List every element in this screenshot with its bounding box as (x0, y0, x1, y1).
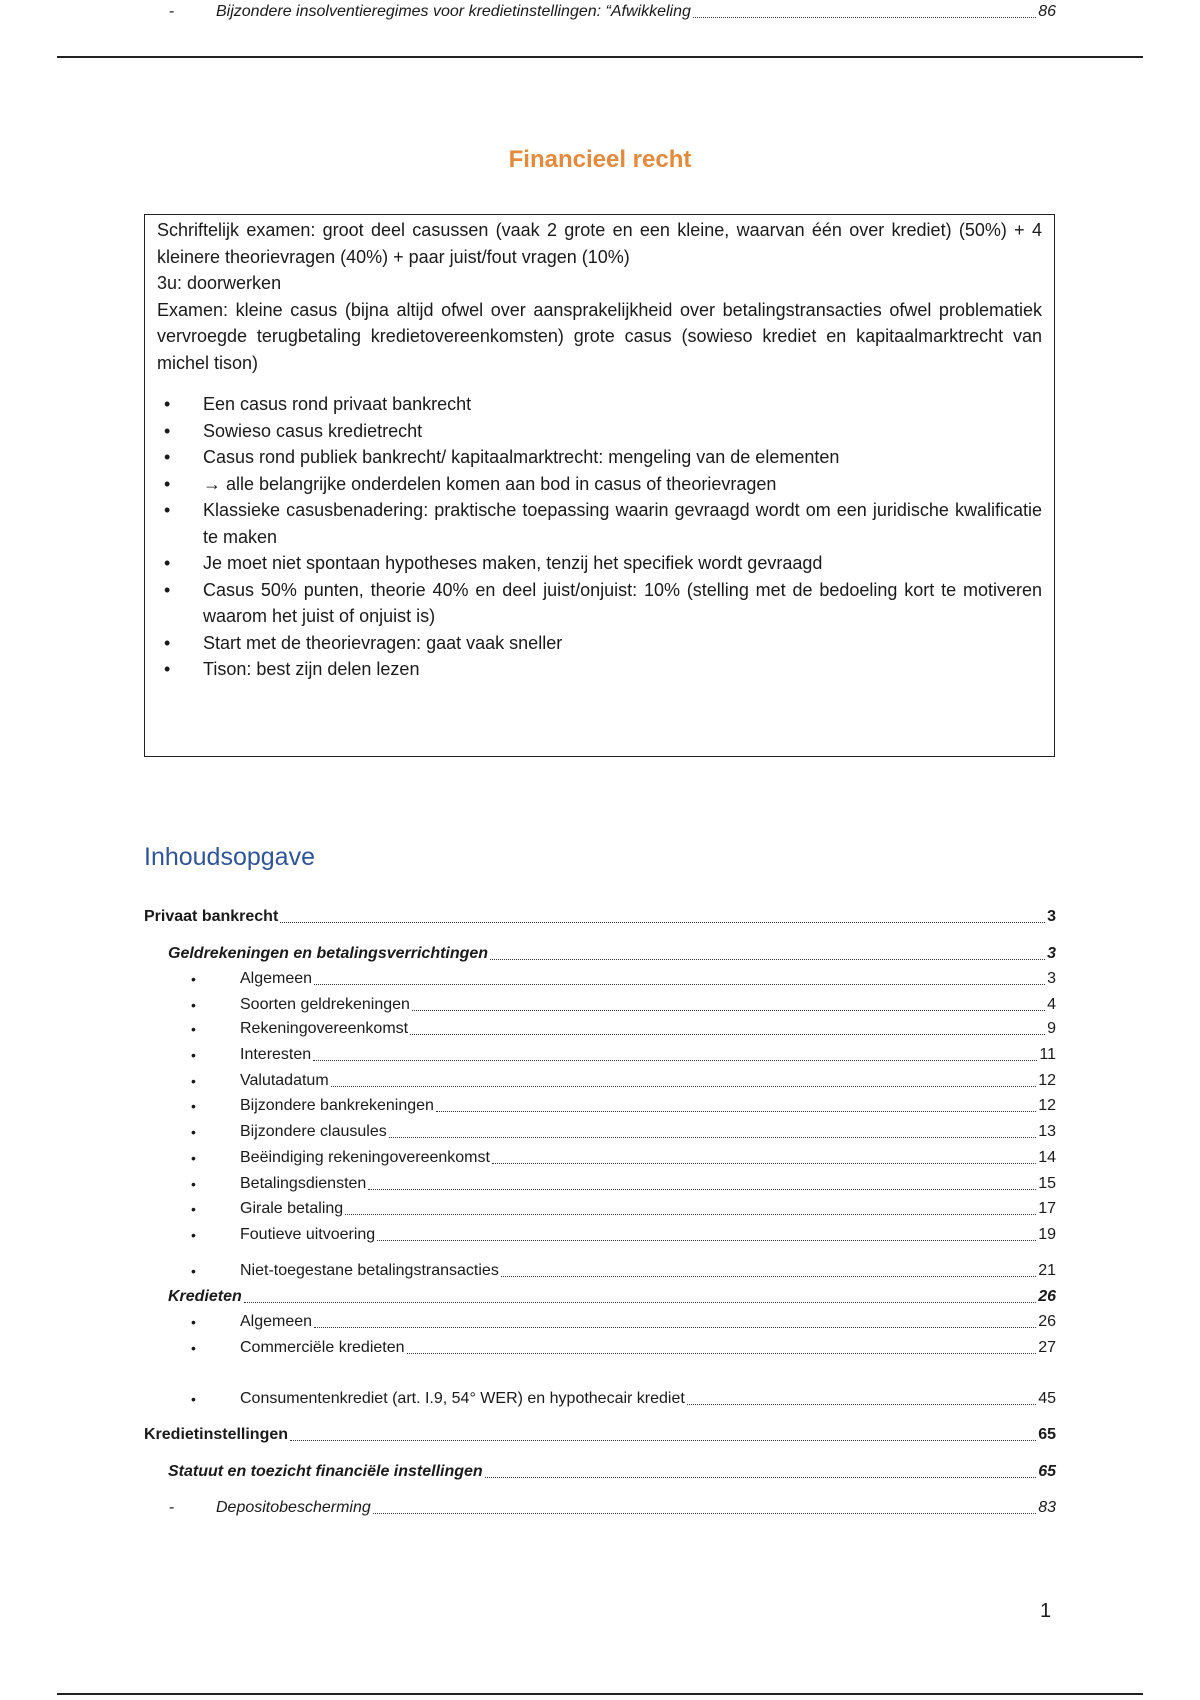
exam-tip-item: • Klassieke casusbenadering: praktische toepassing waarin gevraagd wordt om een juridische kwalificatie te maken (157, 497, 1042, 550)
toc-entry-title: Niet-toegestane betalingstransacties (240, 1262, 499, 1279)
toc-entry-title: Foutieve uitvoering (240, 1226, 376, 1243)
toc-entry-title: Interesten (240, 1046, 312, 1063)
exam-tip-item: • Start met de theorievragen: gaat vaak sneller (157, 630, 1042, 657)
dot-leader (410, 1034, 1045, 1035)
toc-entry-title: Algemeen (240, 970, 313, 987)
dot-leader (290, 1440, 1036, 1441)
toc-entry-page: 27 (1038, 1339, 1056, 1356)
toc-entry-page: 17 (1038, 1200, 1056, 1217)
toc-entry[interactable] (144, 1387, 1056, 1411)
exam-tip-item: • Casus rond publiek bankrecht/ kapitaalmarktrecht: mengeling van de elementen (157, 444, 1042, 471)
dot-leader (407, 1353, 1037, 1354)
toc-entry-page: 13 (1038, 1123, 1056, 1140)
toc-entry-page: 14 (1038, 1149, 1056, 1166)
toc-entry[interactable] (144, 1069, 1056, 1093)
toc-entry[interactable] (144, 1259, 1056, 1283)
bullet-icon: • (164, 394, 171, 414)
dot-leader (314, 1327, 1036, 1328)
exam-tip-item: • Sowieso casus kredietrecht (157, 418, 1042, 445)
dot-leader (501, 1276, 1036, 1277)
toc-entry[interactable] (144, 1017, 1056, 1041)
toc-entry[interactable] (144, 1094, 1056, 1118)
toc-entry-title: Betalingsdiensten (240, 1175, 367, 1192)
dot-leader (693, 17, 1036, 18)
toc-entry[interactable] (144, 1172, 1056, 1196)
toc-entry-title: Commerciële kredieten (240, 1339, 405, 1356)
toc-entry[interactable] (144, 1423, 1056, 1447)
toc-entry-page: 65 (1038, 1463, 1056, 1480)
bullet-icon: • (191, 1340, 196, 1356)
dot-leader (345, 1214, 1036, 1215)
toc-entry[interactable] (144, 1120, 1056, 1144)
dot-leader (492, 1163, 1036, 1164)
toc-entry[interactable] (144, 0, 1056, 24)
toc-entry-title: Bijzondere insolventieregimes voor kredietinstellingen: “Afwikkeling (216, 3, 691, 20)
dot-leader (314, 984, 1045, 985)
toc-entry-page: 11 (1039, 1046, 1056, 1063)
bullet-icon: • (164, 632, 171, 653)
toc-entry[interactable] (144, 1496, 1056, 1520)
toc-entry-page: 86 (1038, 3, 1056, 20)
bullet-icon: • (191, 1176, 196, 1192)
bullet-icon: • (191, 1021, 196, 1037)
bullet-icon: • (191, 1150, 196, 1166)
toc-entry-title: Bijzondere clausules (240, 1123, 387, 1140)
dot-leader (244, 1302, 1036, 1303)
dot-leader (389, 1137, 1036, 1138)
toc-entry-title: Soorten geldrekeningen (240, 996, 410, 1013)
bullet-icon: • (191, 1201, 196, 1217)
bullet-icon: • (191, 1314, 196, 1330)
toc-entry[interactable] (144, 967, 1056, 991)
toc-entry-title: Algemeen (240, 1313, 313, 1330)
dash-icon: - (169, 3, 175, 20)
exam-info-paragraph: Examen: kleine casus (bijna altijd ofwel over aansprakelijkheid over betalingstransacties ofwel problematiek vervroegde terugbetaling kredietovereenkomsten) grote casus (sowieso krediet en kapitaalmarktrecht van michel tison) (157, 299, 1042, 373)
bullet-icon: • (191, 1227, 196, 1243)
bullet-icon: • (164, 500, 171, 520)
bullet-icon: • (191, 1098, 196, 1114)
dot-leader (412, 1010, 1045, 1011)
exam-tip-item: • Een casus rond privaat bankrecht (157, 391, 1042, 418)
exam-tip-item: • Casus 50% punten, theorie 40% en deel juist/onjuist: 10% (stelling met de bedoeling kort te motiveren waarom het juist of onjuist is) (157, 577, 1042, 630)
bullet-icon: • (164, 447, 171, 467)
dash-icon: - (169, 1499, 175, 1516)
toc-entry[interactable] (144, 1146, 1056, 1170)
toc-entry-page: 12 (1038, 1097, 1056, 1114)
toc-entry-title: Beëindiging rekeningovereenkomst (240, 1149, 490, 1166)
bullet-icon: • (191, 971, 196, 987)
bullet-icon: • (164, 473, 171, 494)
dot-leader (377, 1240, 1036, 1241)
toc-entry-page: 19 (1038, 1226, 1056, 1243)
exam-info-paragraph: 3u: doorwerken (157, 273, 282, 293)
exam-tip-item: • → alle belangrijke onderdelen komen aan bod in casus of theorievragen (157, 471, 1042, 498)
toc-entry[interactable] (144, 1223, 1056, 1247)
toc-entry-page: 26 (1038, 1288, 1056, 1305)
toc-entry-page: 15 (1038, 1175, 1056, 1192)
toc-entry-page: 45 (1038, 1390, 1056, 1407)
toc-entry-title: Kredieten (168, 1288, 242, 1305)
bullet-icon: • (191, 997, 196, 1013)
toc-entry-title: Bijzondere bankrekeningen (240, 1097, 434, 1114)
bullet-icon: • (164, 420, 171, 441)
toc-entry[interactable] (144, 942, 1056, 966)
toc-entry-title: Depositobescherming (216, 1499, 371, 1516)
toc-entry-page: 3 (1047, 908, 1056, 925)
toc-entry-page: 3 (1047, 945, 1056, 962)
dot-leader (331, 1086, 1037, 1087)
toc-entry-title: Girale betaling (240, 1200, 344, 1217)
dot-leader (373, 1513, 1036, 1514)
toc-entry-title: Privaat bankrecht (144, 908, 279, 925)
toc-entry-page: 9 (1047, 1020, 1056, 1037)
toc-entry-title: Valutadatum (240, 1072, 329, 1089)
toc-entry[interactable] (144, 1043, 1056, 1067)
toc-entry-page: 3 (1047, 970, 1056, 987)
dot-leader (485, 1477, 1037, 1478)
toc-entry-page: 83 (1038, 1499, 1056, 1516)
bullet-icon: • (191, 1263, 196, 1279)
toc-entry-page: 4 (1047, 996, 1056, 1013)
toc-heading: Inhoudsopgave (144, 843, 315, 871)
toc-entry[interactable] (144, 993, 1056, 1017)
toc-entry[interactable] (144, 1197, 1056, 1221)
toc-entry[interactable] (144, 1336, 1056, 1360)
toc-entry-title: Statuut en toezicht financiële instellingen (168, 1463, 483, 1480)
footer-rule (57, 1693, 1143, 1695)
toc-entry[interactable] (144, 1310, 1056, 1334)
toc-entry-page: 21 (1038, 1262, 1056, 1279)
toc-entry-title: Consumentenkrediet (art. I.9, 54° WER) en hypothecair krediet (240, 1390, 685, 1407)
toc-entry-title: Geldrekeningen en betalingsverrichtingen (168, 945, 489, 962)
bullet-icon: • (191, 1391, 196, 1407)
toc-entry-page: 12 (1038, 1072, 1056, 1089)
exam-tips-list (157, 391, 1042, 683)
toc-entry[interactable] (144, 1285, 1056, 1309)
toc-entry[interactable] (144, 1460, 1056, 1484)
dot-leader (490, 959, 1045, 960)
bullet-icon: • (164, 659, 171, 679)
bullet-icon: • (191, 1047, 196, 1063)
dot-leader (280, 922, 1045, 923)
exam-info-paragraph: Schriftelijk examen: groot deel casussen (vaak 2 grote en een kleine, waarvan één over krediet) (50%) + 4 kleinere theorievragen (40%) + paar juist/fout vragen (10%) (157, 220, 1042, 267)
dot-leader (687, 1404, 1036, 1405)
dot-leader (368, 1189, 1036, 1190)
bullet-icon: • (164, 579, 171, 600)
page-number: 1 (1040, 1600, 1052, 1622)
exam-info-box (144, 214, 1055, 757)
document-title: Financieel recht (508, 146, 692, 173)
toc-entry-title: Rekeningovereenkomst (240, 1020, 409, 1037)
exam-tip-item: • Je moet niet spontaan hypotheses maken, tenzij het specifiek wordt gevraagd (157, 550, 1042, 577)
exam-tip-item: • Tison: best zijn delen lezen (157, 656, 1042, 683)
bullet-icon: • (164, 553, 171, 573)
toc-entry-page: 26 (1038, 1313, 1056, 1330)
bullet-icon: • (191, 1073, 196, 1089)
toc-entry-page: 65 (1038, 1426, 1056, 1443)
header-rule (57, 56, 1143, 58)
dot-leader (313, 1060, 1037, 1061)
bullet-icon: • (191, 1124, 196, 1140)
toc-entry[interactable] (144, 905, 1056, 929)
dot-leader (436, 1111, 1036, 1112)
toc-entry-title: Kredietinstellingen (144, 1426, 289, 1443)
